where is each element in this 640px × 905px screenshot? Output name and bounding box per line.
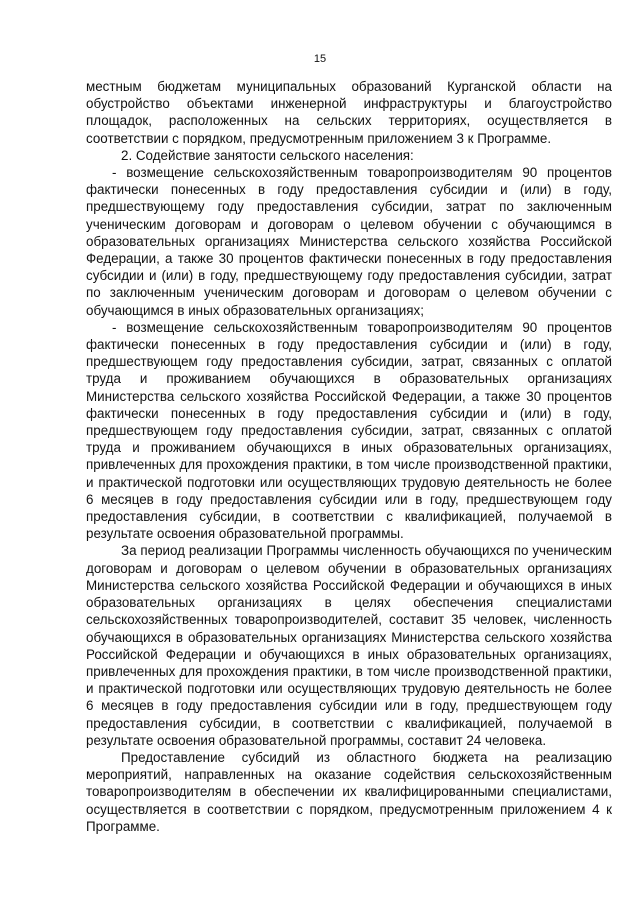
bullet-item-training-contracts: - возмещение сельскохозяйственным товаропроизводителям 90 процентов фактически понесенных в году предоставления субсидии и (или) в году, предшествующему году предоставления субсидии, затрат по заключенным ученическим договорам и договорам о целевом обучении с обучающимся в образовательных организациях Министерства сельского хозяйства Российской Федерации, а также 30 процентов фактически понесенных в году предоставления субсидии и (или) в году, предшествующему году предоставления субсидии, затрат по заключенным ученическим договорам и договорам о целевом обучении с обучающимся в иных образовательных организациях; [86,165,612,318]
document-body [86,78,612,835]
bullet-item-labor-payment: - возмещение сельскохозяйственным товаропроизводителям 90 процентов фактически понесенных в году предоставления субсидии и (или) в году, предшествующем году предоставления субсидии, затрат, связанных с оплатой труда и проживанием обучающихся в образовательных организациях Министерства сельского хозяйства Российской Федерации, а также 30 процентов фактически понесенных в году предоставления субсидии и (или) в году, предшествующем году предоставления субсидии, затрат, связанных с оплатой труда и проживанием обучающихся в иных образовательных организациях, привлеченных для прохождения практики, в том числе производственной практики, и практической подготовки или осуществляющих трудовую деятельность не более 6 месяцев в году предоставления субсидии или в году, предшествующем году предоставления субсидии, в соответствии с квалификацией, получаемой в результате освоения образовательной программы. [86,319,612,542]
paragraph-subsidy-provision: Предоставление субсидий из областного бюджета на реализацию мероприятий, направленных на оказание содействия сельскохозяйственным товаропроизводителям в обеспечении их квалифицированными специалистами, осуществляется в соответствии с порядком, предусмотренным приложением 4 к Программе. [86,749,612,834]
paragraph-student-numbers: За период реализации Программы численность обучающихся по ученическим договорам и договорам о целевом обучении в образовательных организациях Министерства сельского хозяйства Российской Федерации и обучающихся в иных образовательных организациях в целях обеспечения специалистами сельскохозяйственных товаропроизводителей, составит 35 человек, численность обучающихся в образовательных организациях Министерства сельского хозяйства Российской Федерации и обучающихся в иных образовательных организациях, привлеченных для прохождения практики, в том числе производственной практики, и практической подготовки или осуществляющих трудовую деятельность не более 6 месяцев в году предоставления субсидии или в году, предшествующем году предоставления субсидии, в соответствии с квалификацией, получаемой в результате освоения образовательной программы, составит 24 человека. [86,543,612,748]
section-heading-employment: 2. Содействие занятости сельского населения: [121,147,414,163]
paragraph-continuation: местным бюджетам муниципальных образований Курганской области на обустройство объектами инженерной инфраструктуры и благоустройство площадок, расположенных на сельских территориях, осуществляется в соответствии с порядком, предусмотренным приложением 3 к Программе. [86,79,612,146]
page-number: 15 [313,53,327,65]
